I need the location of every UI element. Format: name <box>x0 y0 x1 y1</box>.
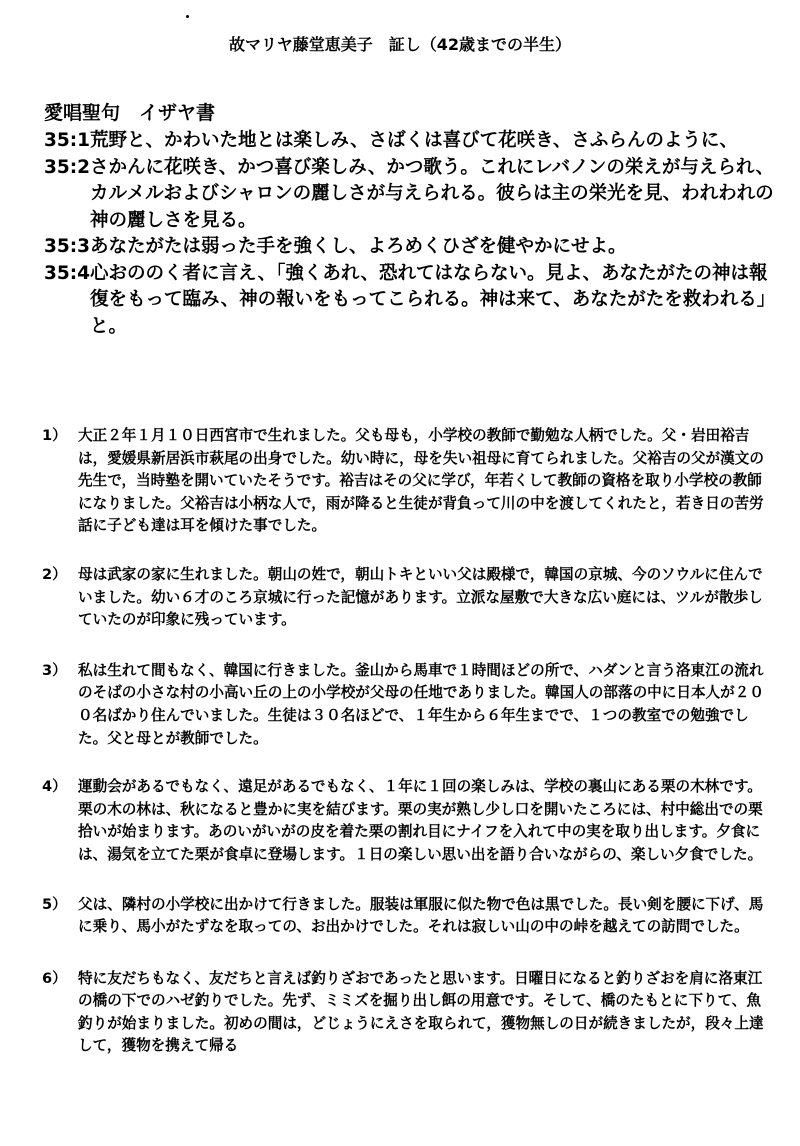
verse-number: 35:4 <box>44 262 91 284</box>
paragraph-number: 2） <box>42 565 67 583</box>
paragraph-text: 母は武家の家に生れました。朝山の姓で，朝山トキといい父は殿様で，韓国の京城、今のソウルに住んでいました。幼い６才のころ京城に行った記憶があります。立派な屋敷で大きな広い庭には、ツルが散歩していたのが印象に残っています。 <box>78 565 763 629</box>
memoir-paragraph <box>42 564 772 632</box>
verse-text: あなたがたは弱った手を強くし、よろめくひざを健やかにせよ。 <box>90 236 627 257</box>
verse <box>44 128 774 155</box>
verse-number: 35:2 <box>44 156 91 178</box>
paragraph-number: 5） <box>42 895 67 913</box>
memoir-paragraph <box>42 968 772 1058</box>
verse <box>44 261 774 341</box>
paragraph-text: 私は生れて間もなく、韓国に行きました。釜山から馬車で１時間ほどの所で、ハダンと言う洛東江の流れのそばの小さな村の小高い丘の上の小学校が父母の任地でありました。韓国人の部落の中に日本人が２００名ばかり住んでいました。生徒は３０名ほどで、１年生から６年生までで、１つの教室での勉強でした。父と母とが教師でした。 <box>78 661 764 747</box>
document-title: 故マリヤ藤堂恵美子 証し（42歳までの半生） <box>229 35 571 54</box>
paragraph-text: 特に友だちもなく、友だちと言えば釣りざおであったと思います。日曜日になると釣りざおを肩に洛東江の橋の下でのハゼ釣りでした。先ず、ミミズを掘り出し餌の用意です。そして、橋のたもとに下りて、魚釣りが始まりました。初めの間は，どじょうにえさを取られて，獲物無しの日が続きましたが，段々上達して，獲物を携えて帰る <box>78 969 764 1055</box>
scripture-section <box>44 100 774 340</box>
memoir-paragraph <box>42 660 772 750</box>
verse-number: 35:1 <box>44 130 91 151</box>
paragraph-text: 運動会があるでもなく、遠足があるでもなく、１年に１回の楽しみは、学校の裏山にある栗の木林です。栗の木の林は、秋になると豊かに実を結びます。栗の実が熟し少し口を開いたころには、村中総出での栗拾いが始まります。あのいがいがの皮を着た栗の割れ目にナイフを入れて中の実を取り出します。夕食には、湯気を立てた栗が食卓に登場します。１日の楽しい思い出を語り合いながらの、楽しい夕食でした。 <box>78 778 763 863</box>
paragraph-number: 3） <box>42 661 67 679</box>
paragraph-text: 父は、隣村の小学校に出かけて行きました。服装は軍服に似た物で色は黒でした。長い剣を腰に下げ、馬に乗り、馬小がたずなを取っての、お出かけでした。それは寂しい山の中の峠を越えての訪問でした。 <box>78 895 764 936</box>
paragraph-number: 1） <box>42 427 67 444</box>
paragraph-text: 大正２年１月１０日西宮市で生れました。父も母も，小学校の教師で勤勉な人柄でした。父・岩田裕吉は，愛媛県新居浜市萩尾の出身でした。幼い時に，母を失い祖母に育てられました。父裕吉の父が漢文の先生で，当時塾を開いていたそうです。裕吉はその父に学び，年若くして教師の資格を取り小学校の教師になりました。父裕吉は小柄な人で，雨が降ると生徒が背負って川の中を渡してくれたと，若き日の苦労話に子ども達は耳を傾けた事でした。 <box>78 427 764 535</box>
verse-text: 荒野と、かわいた地とは楽しみ、さばくは喜びて花咲き、さふらんのように、 <box>90 130 738 151</box>
memoir-paragraph <box>42 776 772 866</box>
verse-text: さかんに花咲き、かつ喜び楽しみ、かつ歌う。これにレバノンの栄えが与えられ、カルメルおよびシャロンの麗しさが与えられる。彼らは主の栄光を見、われわれの神の麗しさを見る。 <box>90 156 774 231</box>
paragraph-number: 6） <box>42 969 67 987</box>
verse-number: 35:3 <box>44 236 91 257</box>
scan-speck <box>186 15 189 18</box>
verse-text: 心おののく者に言え、「強くあれ、恐れてはならない。見よ、あなたがたの神は報復をもって臨み、神の報いをもってこられる。神は来て、あなたがたを救われる」と。 <box>90 262 768 337</box>
memoir-section <box>42 425 772 1058</box>
verse <box>44 234 774 261</box>
verse <box>44 155 774 235</box>
memoir-paragraph <box>42 425 772 538</box>
memoir-paragraph <box>42 894 772 939</box>
scripture-heading: 愛唱聖句 イザヤ書 <box>44 102 216 124</box>
paragraph-number: 4） <box>42 778 67 796</box>
